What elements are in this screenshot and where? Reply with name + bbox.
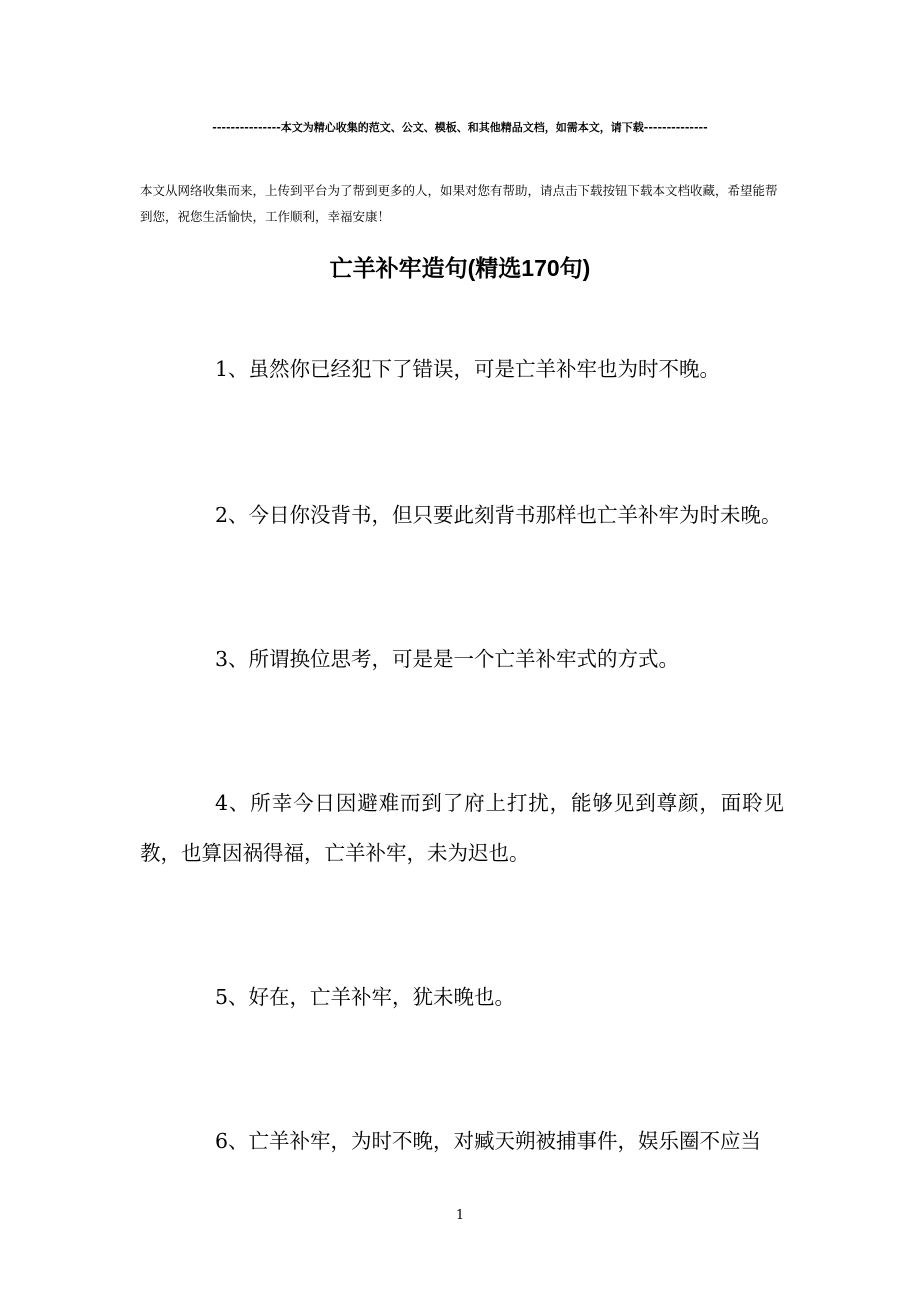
sentence-3: 3、所谓换位思考，可是是一个亡羊补牢式的方式。 [215,647,680,671]
intro-paragraph: 本文从网络收集而来，上传到平台为了帮到更多的人，如果对您有帮助，请点击下载按钮下载本文档收藏，希望能帮到您，祝您生活愉快，工作顺利，幸福安康！ [140,183,778,224]
sentence-5: 5、好在，亡羊补牢，犹未晚也。 [215,985,516,1009]
document-title: 亡羊补牢造句(精选170句) [329,255,591,281]
sentence-6: 6、亡羊补牢，为时不晚，对臧天朔被捕事件，娱乐圈不应当 [215,1129,762,1153]
header-notice: ---------------本文为精心收集的范文、公文、模板、和其他精品文档，如需本文，请下载-------------- [212,121,708,134]
sentence-1: 1、虽然你已经犯下了错误，可是亡羊补牢也为时不晚。 [215,357,721,381]
page-number: 1 [455,1208,465,1223]
sentence-2: 2、今日你没背书，但只要此刻背书那样也亡羊补牢为时未晚。 [215,503,782,527]
sentence-4: 4、所幸今日因避难而到了府上打扰，能够见到尊颜，面聆见教，也算因祸得福，亡羊补牢，未为迟也。 [140,791,784,865]
